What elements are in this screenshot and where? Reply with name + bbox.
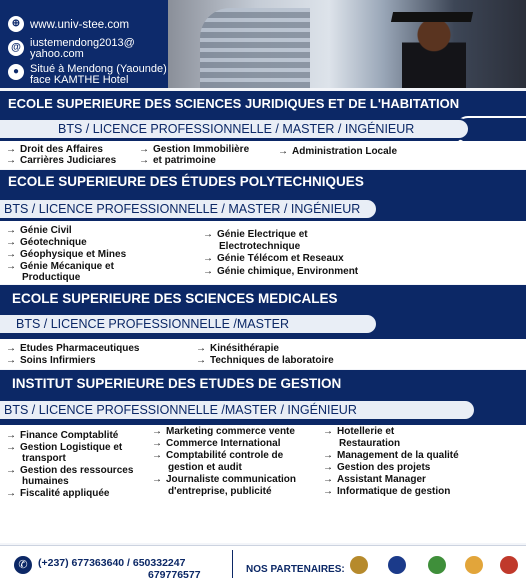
- list-item: → Techniques de laboratoire: [196, 355, 334, 366]
- degrees-gestion: BTS / LICENCE PROFESSIONNELLE /MASTER / INGÉNIEUR: [0, 399, 476, 421]
- list-item-continued: Productique: [22, 272, 81, 283]
- degrees-juridiques: BTS / LICENCE PROFESSIONNELLE / MASTER / INGÉNIEUR: [0, 118, 470, 140]
- header-banner: [0, 0, 526, 88]
- graduation-cap: [391, 12, 473, 22]
- list-item: → Génie Electrique et: [203, 229, 308, 240]
- list-item: → Assistant Manager: [323, 474, 426, 485]
- list-item: → Informatique de gestion: [323, 486, 451, 497]
- phone-icon: ✆: [14, 556, 32, 574]
- mail-icon: @: [8, 40, 24, 56]
- building-image: [200, 8, 310, 88]
- phone-line2[interactable]: 679776577: [148, 569, 201, 581]
- website-link[interactable]: www.univ-stee.com: [30, 19, 130, 31]
- graduate-image: [402, 12, 466, 88]
- globe-icon: ⊕: [8, 16, 24, 32]
- list-item-continued: transport: [22, 453, 66, 464]
- list-item: → Droit des Affaires: [6, 144, 103, 155]
- list-item: → Marketing commerce vente: [152, 426, 295, 437]
- list-item: → Journaliste communication: [152, 474, 297, 485]
- list-item: → Commerce International: [152, 438, 281, 449]
- list-item: → Génie Mécanique et: [6, 261, 114, 272]
- address-line1: Situé à Mendong (Yaounde): [30, 63, 167, 75]
- list-item: → Etudes Pharmaceutiques: [6, 343, 140, 354]
- section-title-gestion: INSTITUT SUPERIEURE DES ETUDES DE GESTION: [12, 376, 342, 391]
- list-item: → Gestion des projets: [323, 462, 431, 473]
- phone-line1[interactable]: (+237) 677363640 / 650332247: [38, 557, 186, 569]
- list-item: → Finance Comptablité: [6, 430, 119, 441]
- list-item: → Génie Civil: [6, 225, 72, 236]
- section-title-juridiques: ECOLE SUPERIEURE DES SCIENCES JURIDIQUES ET DE L'HABITATION: [8, 96, 460, 111]
- list-item-continued: gestion et audit: [168, 462, 242, 473]
- section-title-medicales: ECOLE SUPERIEURE DES SCIENCES MEDICALES: [12, 291, 338, 306]
- list-item-continued: Restauration: [339, 438, 401, 449]
- list-item: → Gestion Immobilière: [139, 144, 250, 155]
- list-item-continued: humaines: [22, 476, 69, 487]
- footer-divider: [232, 550, 233, 578]
- partner-logo-1: [350, 556, 368, 574]
- list-item: → Carrières Judiciares: [6, 155, 117, 166]
- degrees-polytechniques: BTS / LICENCE PROFESSIONNELLE / MASTER / INGÉNIEUR: [0, 198, 378, 220]
- list-item: → Hotellerie et: [323, 426, 395, 437]
- list-item-continued: Electrotechnique: [219, 241, 301, 252]
- list-item: → Géotechnique: [6, 237, 87, 248]
- list-item: → Administration Locale: [278, 146, 398, 157]
- partner-logo-3: [428, 556, 446, 574]
- list-item: → Soins Infirmiers: [6, 355, 96, 366]
- list-item: → et patrimoine: [139, 155, 216, 166]
- list-item: → Gestion des ressources: [6, 465, 134, 476]
- partner-logo-4: [465, 556, 483, 574]
- location-pin-icon: ●: [8, 64, 24, 80]
- list-item: → Génie chimique, Environment: [203, 266, 359, 277]
- list-item: → Géophysique et Mines: [6, 249, 127, 260]
- list-item: → Fiscalité appliquée: [6, 488, 110, 499]
- list-item: → Gestion Logistique et: [6, 442, 123, 453]
- list-item: → Comptabilité controle de: [152, 450, 284, 461]
- partners-label: NOS PARTENAIRES:: [246, 564, 345, 575]
- partner-logo-2: [388, 556, 406, 574]
- list-item: → Management de la qualité: [323, 450, 459, 461]
- email-line2[interactable]: yahoo.com: [30, 48, 84, 60]
- list-item: → Kinésithérapie: [196, 343, 279, 354]
- list-item: → Génie Télécom et Reseaux: [203, 253, 344, 264]
- partner-logo-5: [500, 556, 518, 574]
- email-line1[interactable]: iustemendong2013@: [30, 37, 135, 49]
- list-item-continued: d'entreprise, publicité: [168, 486, 272, 497]
- degrees-medicales: BTS / LICENCE PROFESSIONNELLE /MASTER: [0, 313, 378, 335]
- section-title-polytechniques: ECOLE SUPERIEURE DES ÉTUDES POLYTECHNIQUES: [8, 174, 364, 189]
- address-line2: face KAMTHE Hotel: [30, 74, 129, 86]
